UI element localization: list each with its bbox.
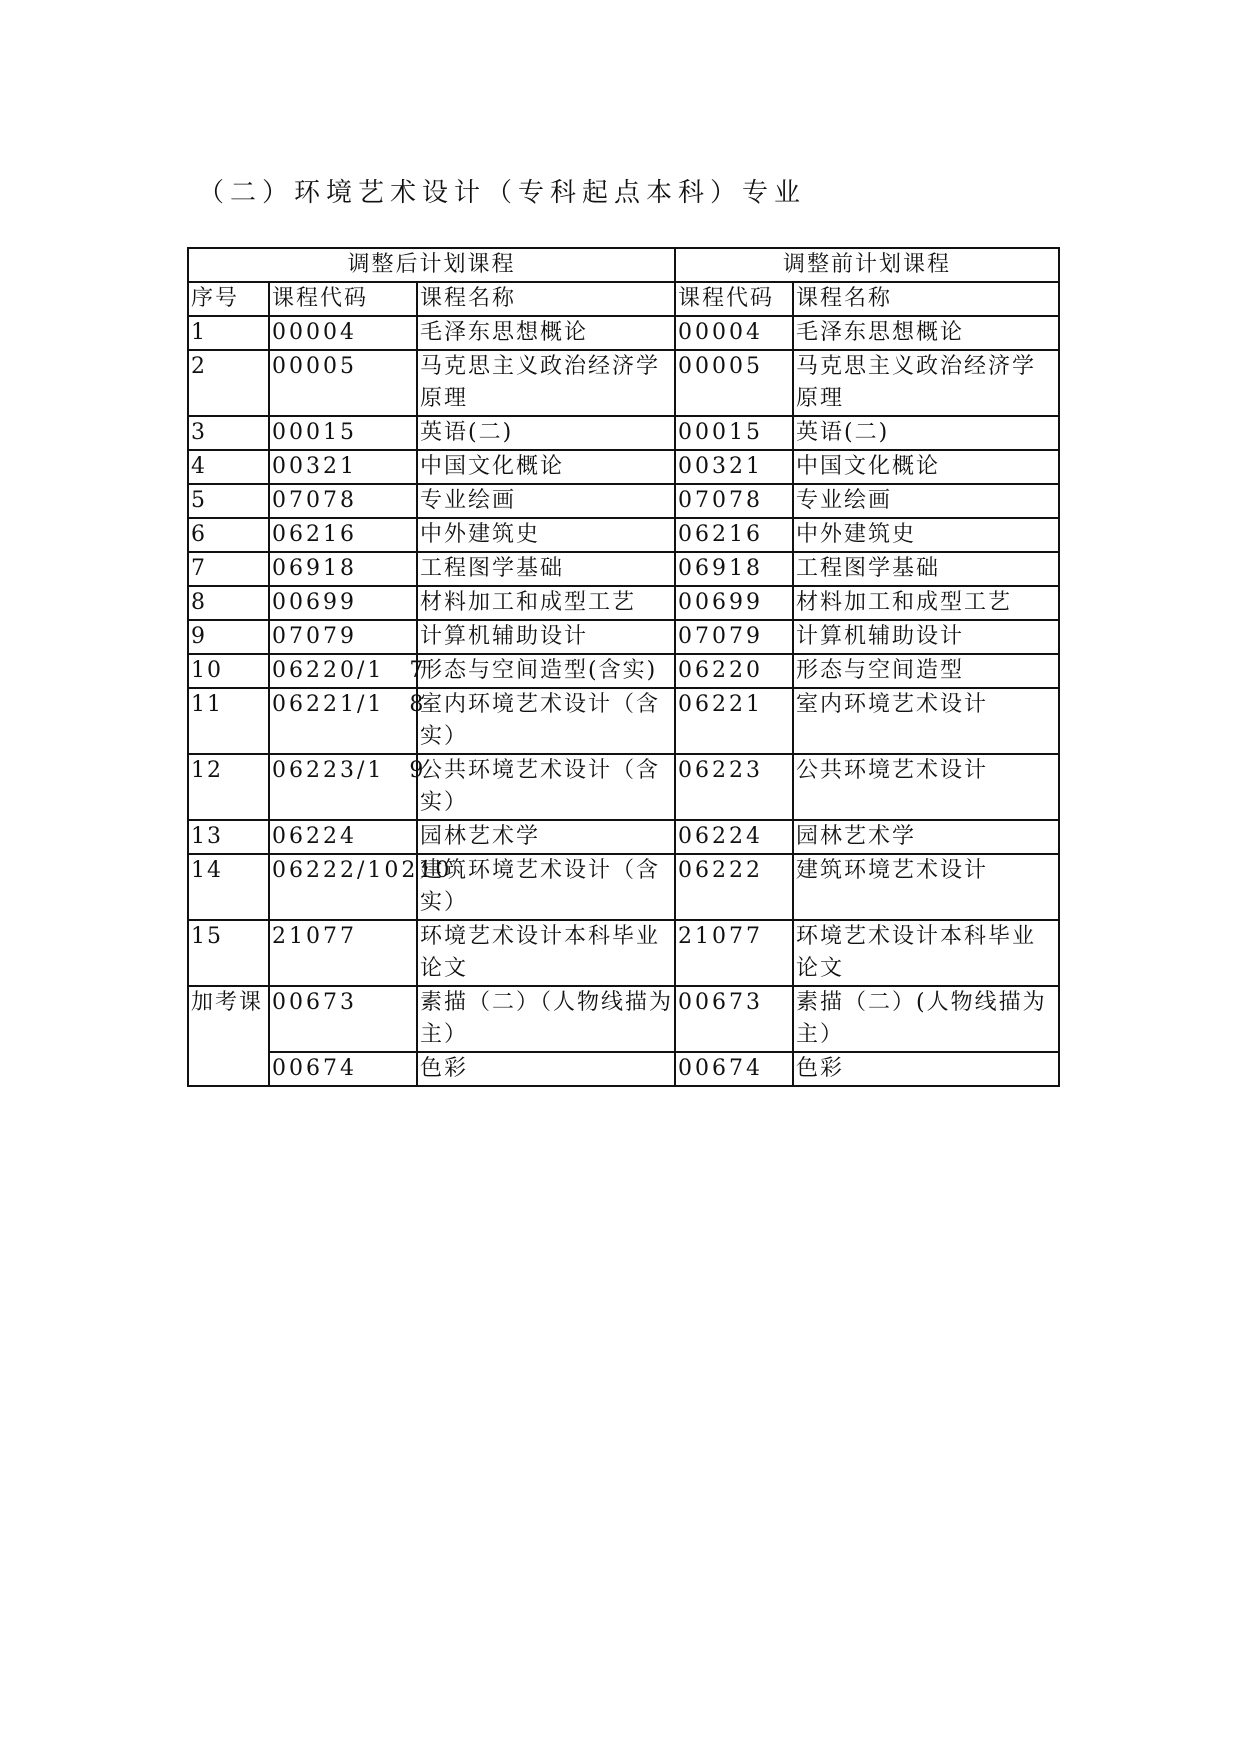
old-course-code: 00674 bbox=[675, 1052, 793, 1086]
row-number: 9 bbox=[188, 620, 269, 654]
table-row bbox=[188, 654, 1059, 688]
old-course-code: 06918 bbox=[675, 552, 793, 586]
row-number: 15 bbox=[188, 920, 269, 986]
new-course-code: 06222/10210 bbox=[269, 854, 417, 920]
new-course-name: 园林艺术学 bbox=[417, 820, 675, 854]
table-row bbox=[188, 854, 1059, 920]
column-header-old-name: 课程名称 bbox=[793, 282, 1059, 316]
old-course-name: 英语(二) bbox=[793, 416, 1059, 450]
table-row bbox=[188, 586, 1059, 620]
old-course-code: 00004 bbox=[675, 316, 793, 350]
old-course-name: 中国文化概论 bbox=[793, 450, 1059, 484]
old-course-code: 21077 bbox=[675, 920, 793, 986]
group-header-after: 调整后计划课程 bbox=[188, 248, 675, 282]
old-course-code: 07078 bbox=[675, 484, 793, 518]
table-row bbox=[188, 552, 1059, 586]
old-course-code: 00321 bbox=[675, 450, 793, 484]
row-number: 8 bbox=[188, 586, 269, 620]
old-course-code: 06220 bbox=[675, 654, 793, 688]
old-course-name: 毛泽东思想概论 bbox=[793, 316, 1059, 350]
new-course-code: 06223/1 9 bbox=[269, 754, 417, 820]
column-header-old-code: 课程代码 bbox=[675, 282, 793, 316]
row-number: 4 bbox=[188, 450, 269, 484]
new-course-code: 00321 bbox=[269, 450, 417, 484]
new-course-code: 06221/1 8 bbox=[269, 688, 417, 754]
extra-course-row bbox=[188, 986, 1059, 1052]
new-course-name: 材料加工和成型工艺 bbox=[417, 586, 675, 620]
row-number: 14 bbox=[188, 854, 269, 920]
extra-course-label: 加考课 bbox=[188, 986, 269, 1086]
old-course-name: 材料加工和成型工艺 bbox=[793, 586, 1059, 620]
new-course-code: 00674 bbox=[269, 1052, 417, 1086]
old-course-name: 园林艺术学 bbox=[793, 820, 1059, 854]
new-course-code: 00005 bbox=[269, 350, 417, 416]
old-course-code: 00673 bbox=[675, 986, 793, 1052]
page-title: （二）环境艺术设计（专科起点本科）专业 bbox=[198, 178, 807, 208]
row-number: 1 bbox=[188, 316, 269, 350]
row-number: 6 bbox=[188, 518, 269, 552]
old-course-code: 00005 bbox=[675, 350, 793, 416]
new-course-name: 建筑环境艺术设计（含实） bbox=[417, 854, 675, 920]
old-course-name: 素描（二）(人物线描为主） bbox=[793, 986, 1059, 1052]
row-number: 12 bbox=[188, 754, 269, 820]
new-course-name: 室内环境艺术设计（含实） bbox=[417, 688, 675, 754]
old-course-name: 计算机辅助设计 bbox=[793, 620, 1059, 654]
old-course-name: 形态与空间造型 bbox=[793, 654, 1059, 688]
column-header-new-name: 课程名称 bbox=[417, 282, 675, 316]
row-number: 11 bbox=[188, 688, 269, 754]
column-header-row bbox=[188, 282, 1059, 316]
table-row bbox=[188, 820, 1059, 854]
old-course-name: 专业绘画 bbox=[793, 484, 1059, 518]
new-course-code: 00004 bbox=[269, 316, 417, 350]
new-course-name: 形态与空间造型(含实) bbox=[417, 654, 675, 688]
new-course-name: 工程图学基础 bbox=[417, 552, 675, 586]
old-course-code: 00699 bbox=[675, 586, 793, 620]
new-course-code: 06216 bbox=[269, 518, 417, 552]
group-header-row bbox=[188, 248, 1059, 282]
new-course-code: 06224 bbox=[269, 820, 417, 854]
new-course-name: 计算机辅助设计 bbox=[417, 620, 675, 654]
new-course-code: 07078 bbox=[269, 484, 417, 518]
old-course-name: 公共环境艺术设计 bbox=[793, 754, 1059, 820]
table-row bbox=[188, 518, 1059, 552]
new-course-code: 00699 bbox=[269, 586, 417, 620]
old-course-name: 中外建筑史 bbox=[793, 518, 1059, 552]
old-course-code: 06216 bbox=[675, 518, 793, 552]
table-row bbox=[188, 484, 1059, 518]
table-row bbox=[188, 350, 1059, 416]
new-course-name: 中外建筑史 bbox=[417, 518, 675, 552]
old-course-code: 07079 bbox=[675, 620, 793, 654]
old-course-name: 马克思主义政治经济学原理 bbox=[793, 350, 1059, 416]
row-number: 10 bbox=[188, 654, 269, 688]
new-course-code: 07079 bbox=[269, 620, 417, 654]
old-course-code: 06222 bbox=[675, 854, 793, 920]
new-course-name: 公共环境艺术设计（含实） bbox=[417, 754, 675, 820]
table-row bbox=[188, 754, 1059, 820]
old-course-name: 色彩 bbox=[793, 1052, 1059, 1086]
table-row bbox=[188, 688, 1059, 754]
new-course-name: 环境艺术设计本科毕业论文 bbox=[417, 920, 675, 986]
new-course-name: 中国文化概论 bbox=[417, 450, 675, 484]
new-course-name: 毛泽东思想概论 bbox=[417, 316, 675, 350]
new-course-code: 00673 bbox=[269, 986, 417, 1052]
old-course-code: 06223 bbox=[675, 754, 793, 820]
row-number: 2 bbox=[188, 350, 269, 416]
table-row bbox=[188, 620, 1059, 654]
old-course-code: 00015 bbox=[675, 416, 793, 450]
old-course-code: 06221 bbox=[675, 688, 793, 754]
column-header-new-code: 课程代码 bbox=[269, 282, 417, 316]
group-header-before: 调整前计划课程 bbox=[675, 248, 1059, 282]
old-course-name: 室内环境艺术设计 bbox=[793, 688, 1059, 754]
row-number: 5 bbox=[188, 484, 269, 518]
table-row bbox=[188, 316, 1059, 350]
row-number: 7 bbox=[188, 552, 269, 586]
table-row bbox=[188, 416, 1059, 450]
column-header-no: 序号 bbox=[188, 282, 269, 316]
new-course-name: 素描（二）（人物线描为主） bbox=[417, 986, 675, 1052]
old-course-code: 06224 bbox=[675, 820, 793, 854]
row-number: 13 bbox=[188, 820, 269, 854]
new-course-code: 21077 bbox=[269, 920, 417, 986]
old-course-name: 建筑环境艺术设计 bbox=[793, 854, 1059, 920]
table-row bbox=[188, 450, 1059, 484]
old-course-name: 工程图学基础 bbox=[793, 552, 1059, 586]
new-course-name: 专业绘画 bbox=[417, 484, 675, 518]
table-row bbox=[188, 920, 1059, 986]
extra-course-row bbox=[188, 1052, 1059, 1086]
new-course-code: 06918 bbox=[269, 552, 417, 586]
row-number: 3 bbox=[188, 416, 269, 450]
new-course-code: 00015 bbox=[269, 416, 417, 450]
new-course-name: 色彩 bbox=[417, 1052, 675, 1086]
new-course-name: 英语(二) bbox=[417, 416, 675, 450]
old-course-name: 环境艺术设计本科毕业论文 bbox=[793, 920, 1059, 986]
new-course-code: 06220/1 7 bbox=[269, 654, 417, 688]
new-course-name: 马克思主义政治经济学原理 bbox=[417, 350, 675, 416]
course-table bbox=[187, 247, 1060, 1087]
